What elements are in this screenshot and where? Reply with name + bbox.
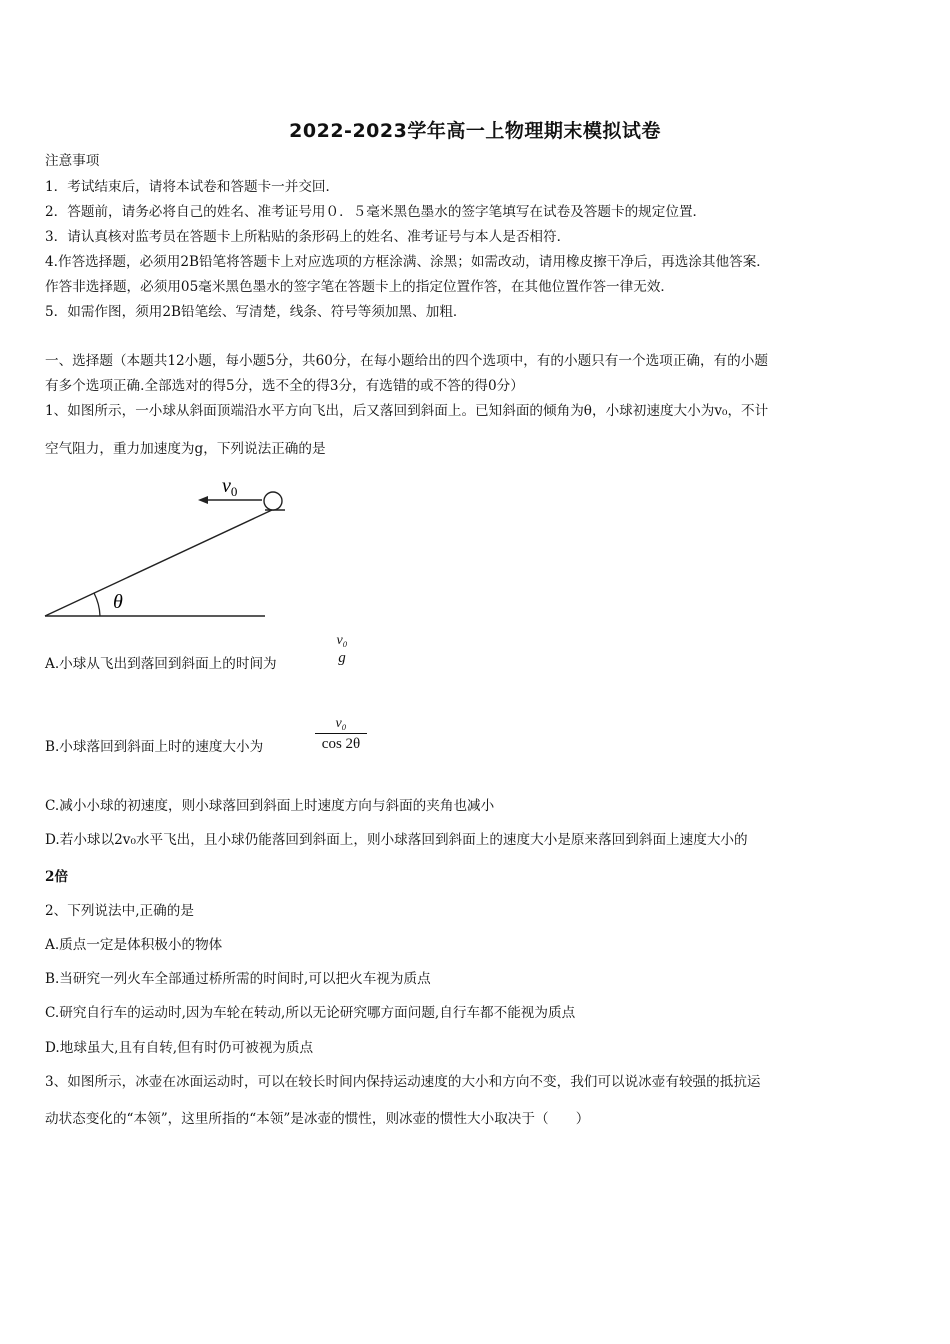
fraction-denominator: cos 2θ — [321, 736, 361, 752]
notice-item-5: 5．如需作图，须用2B铅笔绘、写清楚，线条、符号等须加黑、加粗． — [45, 304, 467, 320]
q2-stem: 2、下列说法中,正确的是 — [45, 903, 194, 919]
notice-item-4: 4.作答选择题，必须用2B铅笔将答题卡上对应选项的方框涂满、涂黑；如需改动，请用橡皮擦干净后，再选涂其他答案． — [45, 254, 770, 270]
section-heading-line1: 一、选择题（本题共12小题，每小题5分，共60分，在每小题给出的四个选项中，有的小题只有一个选项正确，有的小题 — [45, 353, 768, 369]
q2-option-a: A.质点一定是体积极小的物体 — [45, 937, 223, 953]
notice-heading: 注意事项 — [45, 153, 100, 169]
q1-option-b-fraction — [315, 716, 367, 753]
notice-item-2: 2．答题前，请务必将自己的姓名、准考证号用０．５毫米黑色墨水的签字笔填写在试卷及答题卡的规定位置． — [45, 204, 707, 220]
angle-label: θ — [113, 591, 123, 613]
q1-stem-line2: 空气阻力，重力加速度为g，下列说法正确的是 — [45, 441, 326, 457]
notice-item-1: 1．考试结束后，请将本试卷和答题卡一并交回． — [45, 179, 340, 195]
arrow-head-icon — [198, 496, 208, 504]
q1-option-d-line2: 2倍 — [45, 869, 69, 885]
q1-stem-line1: 1、如图所示，一小球从斜面顶端沿水平方向飞出，后又落回到斜面上。已知斜面的倾角为θ，小球初速度大小为v₀，不计 — [45, 403, 769, 419]
q3-stem-line2: 动状态变化的“本领”，这里所指的“本领”是冰壶的惯性，则冰壶的惯性大小取决于（ ） — [45, 1111, 590, 1127]
q1-option-a: A.小球从飞出到落回到斜面上的时间为 — [45, 656, 277, 672]
q1-option-c: C.减小小球的初速度，则小球落回到斜面上时速度方向与斜面的夹角也减小 — [45, 798, 495, 814]
q2-option-d: D.地球虽大,且有自转,但有时仍可被视为质点 — [45, 1040, 314, 1056]
fraction-denominator: g — [338, 650, 346, 666]
notice-item-4-cont: 作答非选择题，必须用05毫米黑色墨水的签字笔在答题卡上的指定位置作答，在其他位置作答一律无效． — [45, 279, 675, 295]
q2-option-b: B.当研究一列火车全部通过桥所需的时间时,可以把火车视为质点 — [45, 971, 431, 987]
fraction-numerator: v₀ — [336, 633, 348, 648]
q1-option-d-line1: D.若小球以2v₀水平飞出，且小球仍能落回到斜面上，则小球落回到斜面上的速度大小是原来落回到斜面上速度大小的 — [45, 832, 748, 848]
incline-line — [45, 510, 272, 616]
q1-option-a-fraction — [331, 633, 353, 667]
q1-incline-figure — [40, 470, 300, 625]
section-heading-line2: 有多个选项正确.全部选对的得5分，选不全的得3分，有选错的或不答的得0分） — [45, 378, 524, 394]
page-title: 2022-2023学年高一上物理期末模拟试卷 — [289, 120, 661, 142]
ball-icon — [264, 492, 282, 510]
velocity-label: $v_0$ — [222, 475, 238, 499]
fraction-bar — [315, 733, 367, 734]
q3-stem-line1: 3、如图所示，冰壶在冰面运动时，可以在较长时间内保持运动速度的大小和方向不变，我们可以说冰壶有较强的抵抗运 — [45, 1074, 761, 1090]
q1-option-b: B.小球落回到斜面上时的速度大小为 — [45, 739, 264, 755]
angle-arc — [94, 593, 100, 616]
fraction-numerator: v₀ — [335, 716, 347, 731]
notice-item-3: 3．请认真核对监考员在答题卡上所粘贴的条形码上的姓名、准考证号与本人是否相符． — [45, 229, 571, 245]
q2-option-c: C.研究自行车的运动时,因为车轮在转动,所以无论研究哪方面问题,自行车都不能视为质点 — [45, 1005, 576, 1021]
